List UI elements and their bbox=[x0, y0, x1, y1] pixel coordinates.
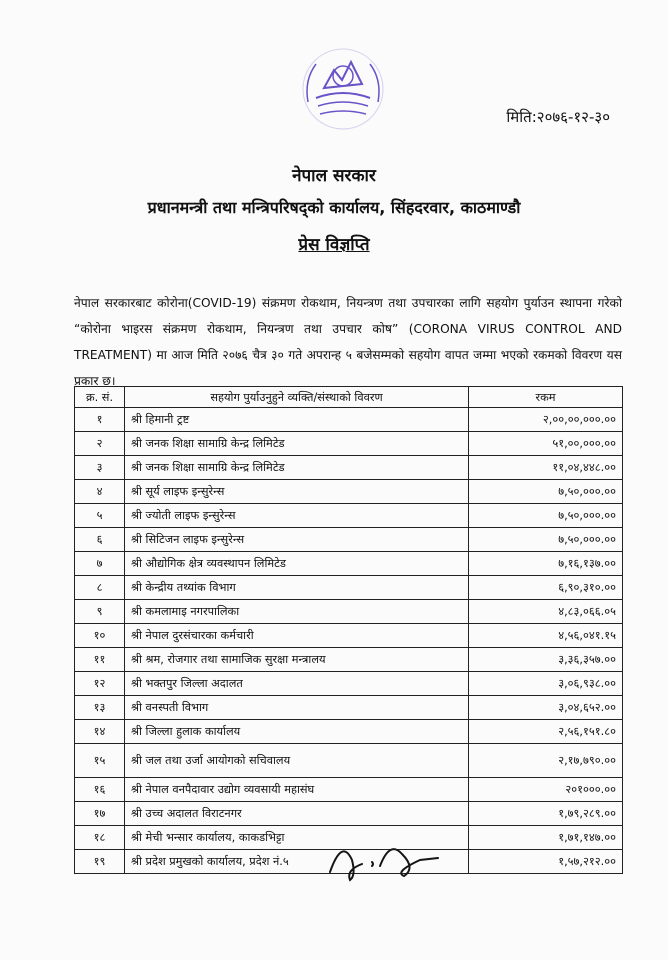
table-row bbox=[75, 672, 623, 696]
table-row bbox=[75, 624, 623, 648]
table-row bbox=[75, 456, 623, 480]
government-title: नेपाल सरकार bbox=[292, 166, 376, 186]
amount-cell: १,५७,२१२.०० bbox=[469, 850, 623, 874]
serial-cell: १५ bbox=[75, 744, 125, 778]
amount-cell: ७,५०,०००.०० bbox=[469, 528, 623, 552]
table-row bbox=[75, 480, 623, 504]
table-row bbox=[75, 552, 623, 576]
donor-cell: श्री जिल्ला हुलाक कार्यालय bbox=[125, 720, 469, 744]
document-date: मिति:२०७६-१२-३० bbox=[506, 108, 610, 126]
amount-cell: ३,०६,९३८.०० bbox=[469, 672, 623, 696]
serial-cell: ३ bbox=[75, 456, 125, 480]
serial-cell: १ bbox=[75, 408, 125, 432]
donor-cell: श्री श्रम, रोजगार तथा सामाजिक सुरक्षा मन्त्रालय bbox=[125, 648, 469, 672]
header-amount: रकम bbox=[469, 387, 623, 408]
donor-cell: श्री नेपाल वनपैदावार उद्योग व्यवसायी महासंघ bbox=[125, 778, 469, 802]
body-paragraph: नेपाल सरकारबाट कोरोना(COVID-19) संक्रमण रोकथाम, नियन्त्रण तथा उपचारका लागि सहयोग पुर्याउन स्थापना गरेको “कोरोना भाइरस संक्रमण रोकथाम, नियन्त्रण तथा उपचार कोष” (CORONA VIRUS CONTROL AND TREATMENT) मा आज मिति २०७६ चैत्र ३० गते अपरान्ह ५ बजेसम्मको सहयोग वापत जम्मा भएको रकमको विवरण यस प्रकार छ। bbox=[74, 296, 622, 388]
table-row bbox=[75, 528, 623, 552]
serial-cell: ६ bbox=[75, 528, 125, 552]
table-row bbox=[75, 408, 623, 432]
serial-cell: २ bbox=[75, 432, 125, 456]
donor-cell: श्री प्रदेश प्रमुखको कार्यालय, प्रदेश नं.५ bbox=[125, 850, 469, 874]
amount-cell: १,७९,२८९.०० bbox=[469, 802, 623, 826]
amount-cell: ५१,००,०००.०० bbox=[469, 432, 623, 456]
amount-cell: ११,०४,४४८.०० bbox=[469, 456, 623, 480]
header-serial: क्र. सं. bbox=[75, 387, 125, 408]
amount-cell: ४,५६,०४१.१५ bbox=[469, 624, 623, 648]
header-donor: सहयोग पुर्याउनुहुने व्यक्ति/संस्थाको विवरण bbox=[125, 387, 469, 408]
serial-cell: ५ bbox=[75, 504, 125, 528]
amount-cell: २,५६,१५१.८० bbox=[469, 720, 623, 744]
serial-cell: १२ bbox=[75, 672, 125, 696]
amount-cell: ७,५०,०००.०० bbox=[469, 480, 623, 504]
donor-cell: श्री केन्द्रीय तथ्यांक विभाग bbox=[125, 576, 469, 600]
donor-cell: श्री भक्तपुर जिल्ला अदालत bbox=[125, 672, 469, 696]
press-release-label: प्रेस विज्ञप्ति bbox=[298, 235, 370, 255]
table-row bbox=[75, 648, 623, 672]
table-row bbox=[75, 696, 623, 720]
donor-cell: श्री उच्च अदालत विराटनगर bbox=[125, 802, 469, 826]
serial-cell: १० bbox=[75, 624, 125, 648]
donor-cell: श्री नेपाल दुरसंचारका कर्मचारी bbox=[125, 624, 469, 648]
serial-cell: ४ bbox=[75, 480, 125, 504]
donor-cell: श्री सूर्य लाइफ इन्सुरेन्स bbox=[125, 480, 469, 504]
donor-cell: श्री जनक शिक्षा सामाग्रि केन्द्र लिमिटेड bbox=[125, 432, 469, 456]
table-row bbox=[75, 744, 623, 778]
serial-cell: ९ bbox=[75, 600, 125, 624]
serial-cell: १३ bbox=[75, 696, 125, 720]
office-title: प्रधानमन्त्री तथा मन्त्रिपरिषद्को कार्यालय, सिंहदरवार, काठमाण्डौ bbox=[147, 198, 521, 217]
table-header-row bbox=[75, 387, 623, 408]
amount-cell: २,००,००,०००.०० bbox=[469, 408, 623, 432]
table-row bbox=[75, 576, 623, 600]
donor-cell: श्री हिमानी ट्रष्ट bbox=[125, 408, 469, 432]
donor-cell: श्री सिटिजन लाइफ इन्सुरेन्स bbox=[125, 528, 469, 552]
serial-cell: ८ bbox=[75, 576, 125, 600]
donor-cell: श्री जनक शिक्षा सामाग्रि केन्द्र लिमिटेड bbox=[125, 456, 469, 480]
serial-cell: १९ bbox=[75, 850, 125, 874]
signature bbox=[324, 820, 444, 900]
serial-cell: ११ bbox=[75, 648, 125, 672]
amount-cell: २,१७,७९०.०० bbox=[469, 744, 623, 778]
amount-cell: ३,३६,३५७.०० bbox=[469, 648, 623, 672]
amount-cell: २०१०००.०० bbox=[469, 778, 623, 802]
amount-cell: ७,५०,०००.०० bbox=[469, 504, 623, 528]
table-row bbox=[75, 432, 623, 456]
amount-cell: ४,८३,०६६.०५ bbox=[469, 600, 623, 624]
donor-cell: श्री जल तथा उर्जा आयोगको सचिवालय bbox=[125, 744, 469, 778]
table-row bbox=[75, 778, 623, 802]
serial-cell: १७ bbox=[75, 802, 125, 826]
donor-cell: श्री औद्योगिक क्षेत्र व्यवस्थापन लिमिटेड bbox=[125, 552, 469, 576]
amount-cell: १,७१,१४७.०० bbox=[469, 826, 623, 850]
donor-cell: श्री कमलामाइ नगरपालिका bbox=[125, 600, 469, 624]
table-row bbox=[75, 504, 623, 528]
donations-table bbox=[74, 386, 623, 874]
table-row bbox=[75, 600, 623, 624]
table-row bbox=[75, 720, 623, 744]
serial-cell: १८ bbox=[75, 826, 125, 850]
serial-cell: १४ bbox=[75, 720, 125, 744]
serial-cell: १६ bbox=[75, 778, 125, 802]
serial-cell: ७ bbox=[75, 552, 125, 576]
donor-cell: श्री वनस्पती विभाग bbox=[125, 696, 469, 720]
government-seal bbox=[294, 40, 392, 138]
donor-cell: श्री मेची भन्सार कार्यालय, काकडभिट्टा bbox=[125, 826, 469, 850]
amount-cell: ३,०४,६५२.०० bbox=[469, 696, 623, 720]
amount-cell: ७,१६,१३७.०० bbox=[469, 552, 623, 576]
donor-cell: श्री ज्योती लाइफ इन्सुरेन्स bbox=[125, 504, 469, 528]
amount-cell: ६,९०,३१०.०० bbox=[469, 576, 623, 600]
press-release-heading bbox=[0, 232, 668, 255]
